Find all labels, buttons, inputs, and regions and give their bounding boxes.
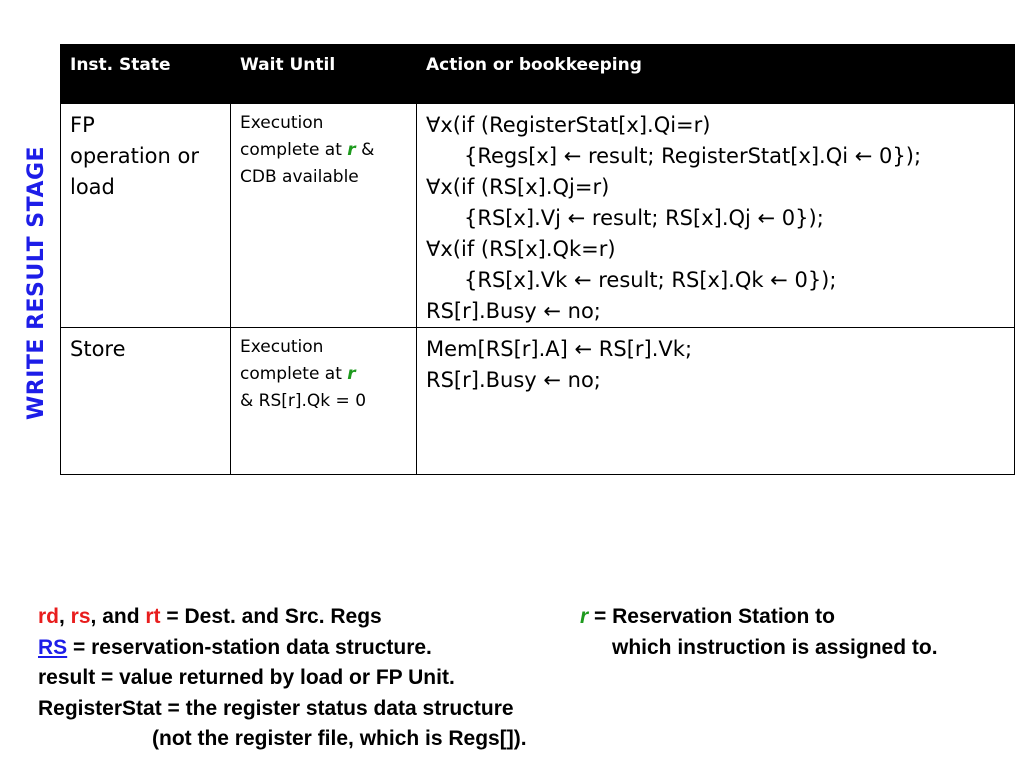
header-inst-state: Inst. State xyxy=(61,45,231,104)
r-symbol: r xyxy=(347,364,356,384)
legend-left xyxy=(38,602,527,755)
action-cell xyxy=(417,104,1015,328)
action-line: RS[r].Busy ← no; xyxy=(426,299,601,323)
action-line: ∀x(if (RS[x].Qk=r) xyxy=(426,237,616,261)
legend-r-note: which instruction is assigned to. xyxy=(612,635,938,659)
bookkeeping-table xyxy=(60,44,1015,475)
table-row xyxy=(61,328,1015,475)
rs-link[interactable]: RS xyxy=(38,635,68,659)
legend-right xyxy=(580,602,938,663)
wait-until-cell: Execution complete at r & RS[r].Qk = 0 xyxy=(231,328,417,475)
action-line: ∀x(if (RS[x].Qj=r) xyxy=(426,175,610,199)
action-line: {Regs[x] ← result; RegisterStat[x].Qi ← 0}); xyxy=(464,144,922,168)
legend-rs: RS = reservation-station data structure. xyxy=(38,635,432,659)
legend-regstat-note: (not the register file, which is Regs[]). xyxy=(152,727,527,750)
action-line: RS[r].Busy ← no; xyxy=(426,368,601,392)
legend-regs: rd, rs, and rt = Dest. and Src. Regs xyxy=(38,605,382,628)
action-line: {RS[x].Vk ← result; RS[x].Qk ← 0}); xyxy=(464,268,837,292)
inst-state-cell: FP operation or load xyxy=(61,104,231,328)
action-line: ∀x(if (RegisterStat[x].Qi=r) xyxy=(426,113,711,137)
action-cell xyxy=(417,328,1015,475)
table-row xyxy=(61,104,1015,328)
legend-regstat: RegisterStat = the register status data structure xyxy=(38,696,514,720)
legend-r: r = Reservation Station to xyxy=(580,605,835,628)
action-line: {RS[x].Vj ← result; RS[x].Qj ← 0}); xyxy=(464,206,824,230)
legend-result: result = value returned by load or FP Unit. xyxy=(38,666,455,689)
header-wait-until: Wait Until xyxy=(231,45,417,104)
wait-until-cell: Execution complete at r & CDB available xyxy=(231,104,417,328)
r-symbol: r xyxy=(347,140,356,160)
inst-state-cell: Store xyxy=(61,328,231,475)
stage-label: WRITE RESULT STAGE xyxy=(24,145,49,420)
table-header-row xyxy=(61,45,1015,104)
action-line: Mem[RS[r].A] ← RS[r].Vk; xyxy=(426,337,693,361)
header-action: Action or bookkeeping xyxy=(417,45,1015,104)
